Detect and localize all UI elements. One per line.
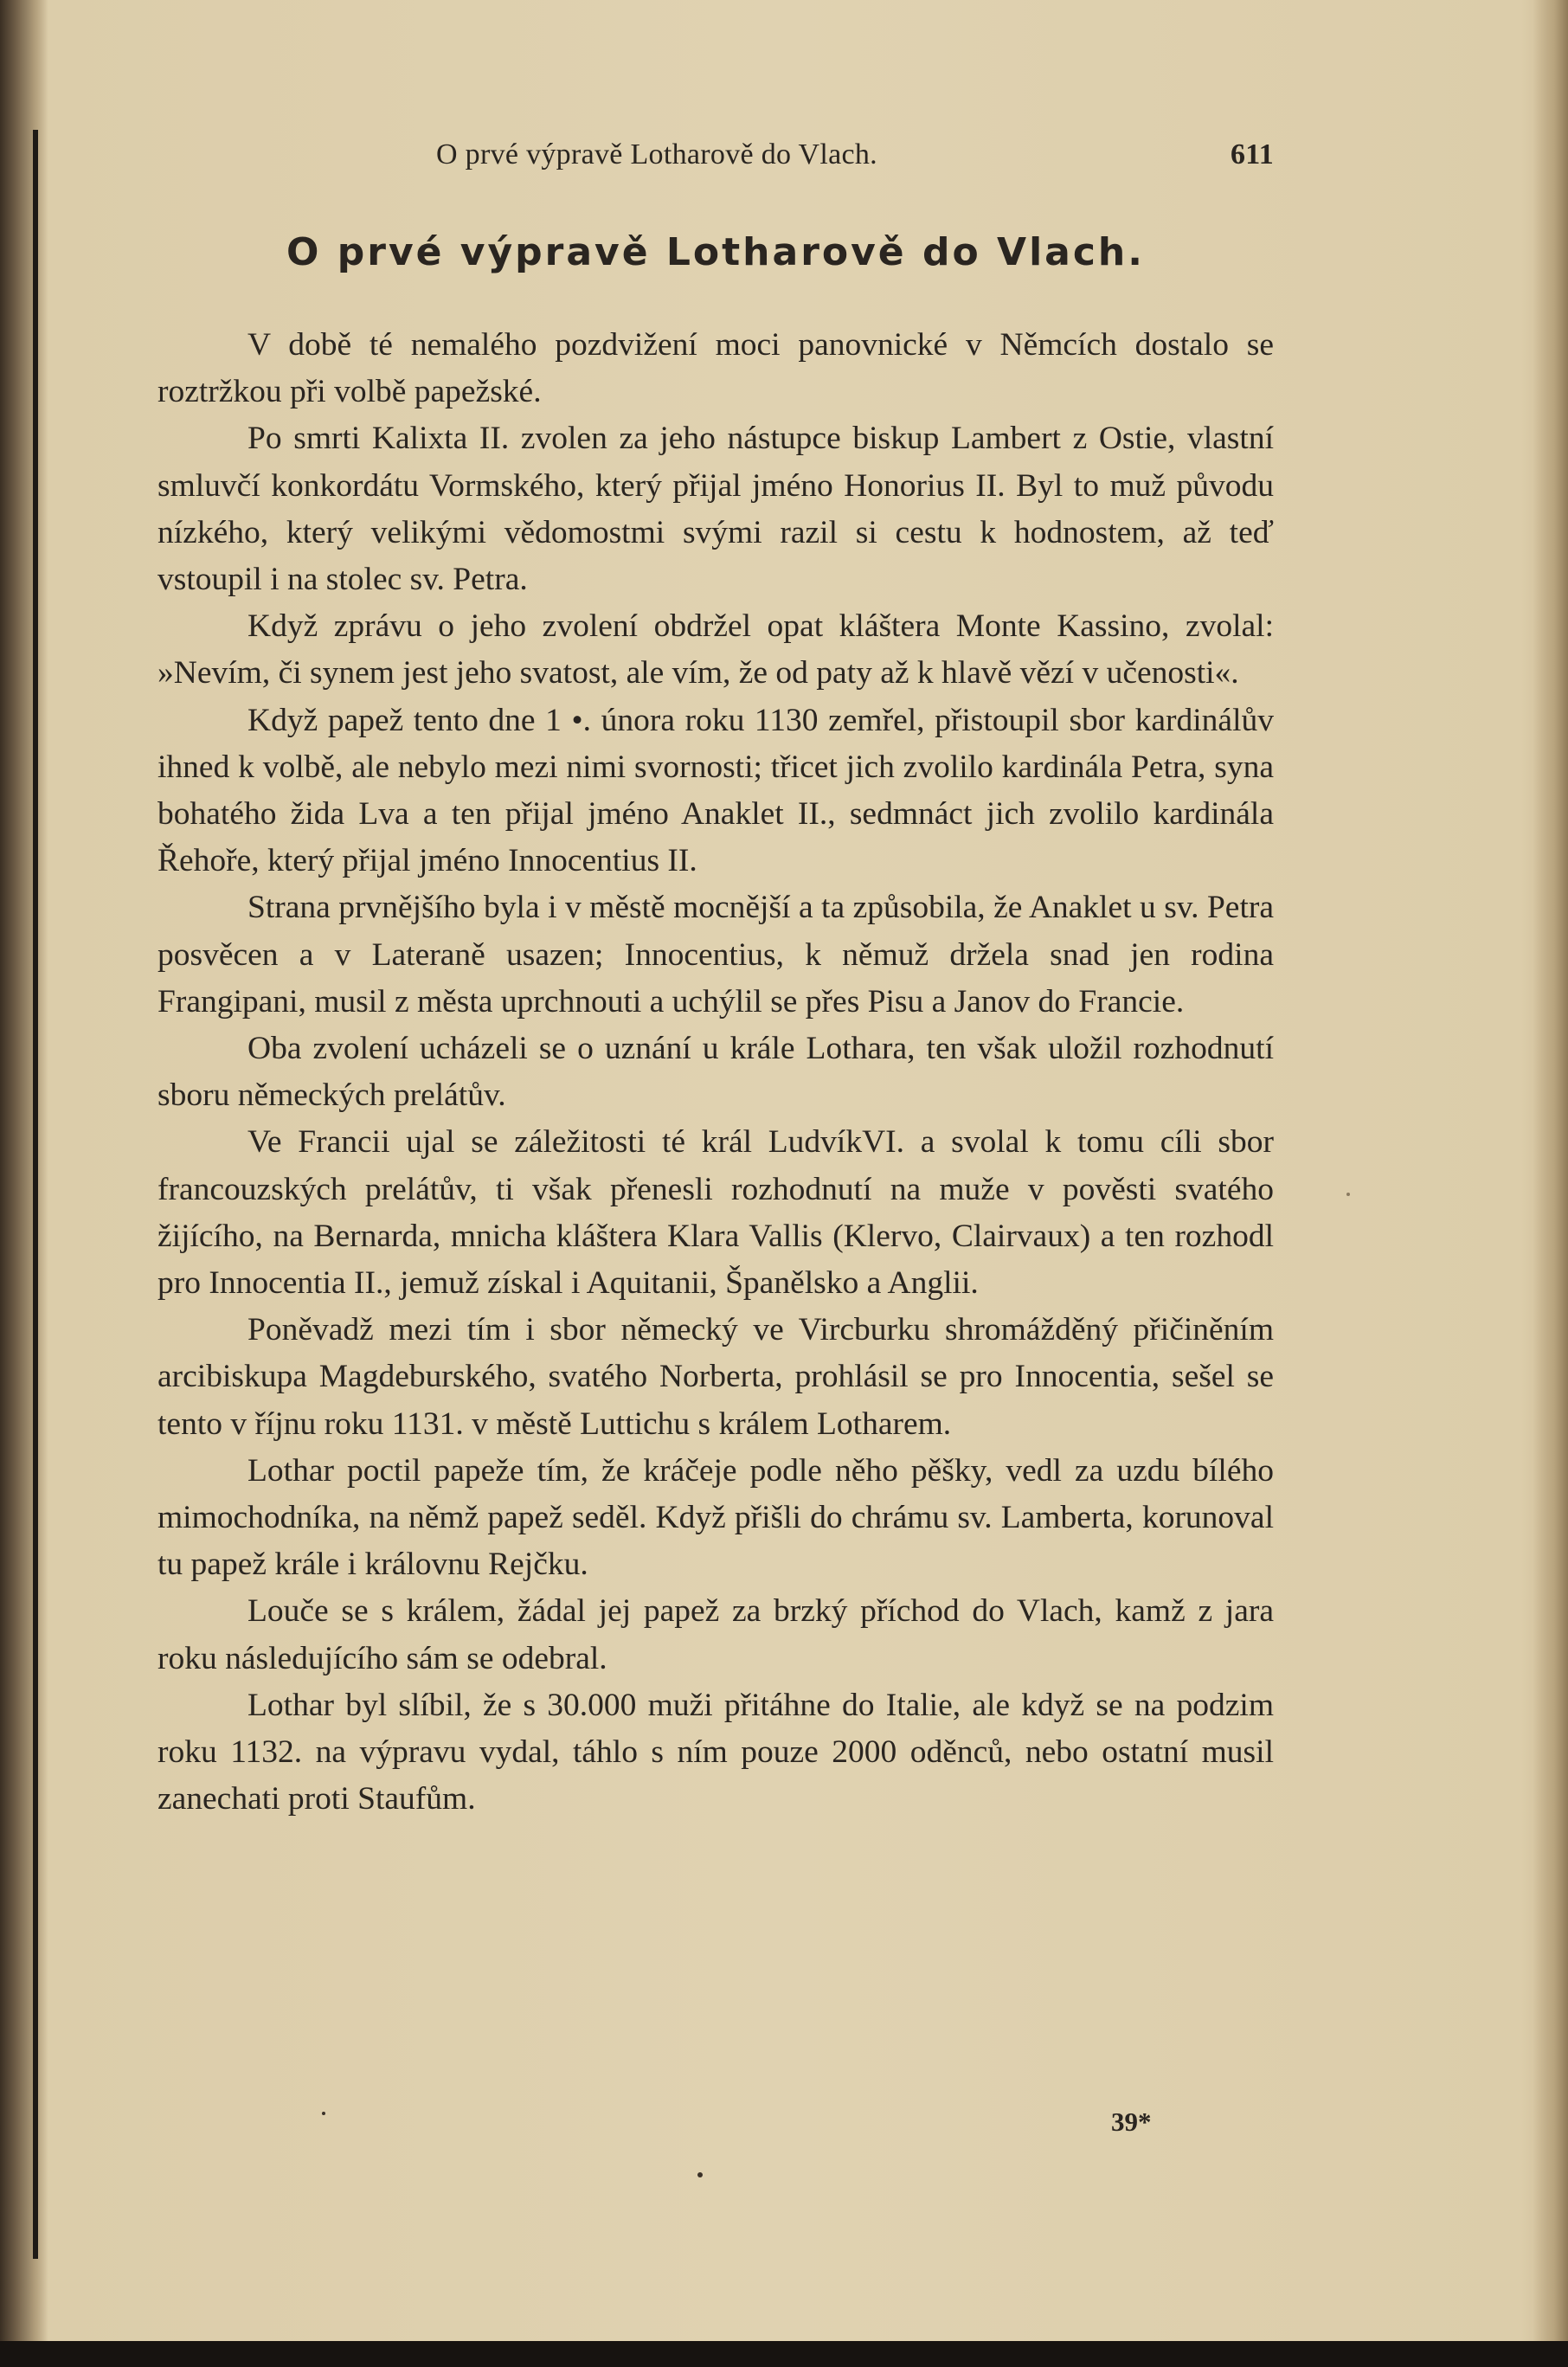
scan-bottom-edge bbox=[0, 2341, 1568, 2367]
paragraph: Když zprávu o jeho zvolení obdržel opat kláštera Monte Kassino, zvolal: »Nevím, či synem jest jeho svatost, ale vím, že od paty až k hlavě vězí v učenosti«. bbox=[157, 608, 1274, 691]
running-title: O prvé výpravě Lotharově do Vlach. bbox=[436, 138, 877, 170]
paragraph: Lothar byl slíbil, že s 30.000 muži přitáhne do Italie, ale když se na podzim roku 1132. na výpravu vydal, táhlo s ním pouze 2000 oděnců, nebo ostatní musil zanechati proti Staufům. bbox=[157, 1687, 1274, 1817]
signature-mark: 39* bbox=[1111, 2107, 1152, 2137]
speck-dot bbox=[322, 2112, 325, 2115]
paragraph: Lothar poctil papeže tím, že kráčeje podle něho pěšky, vedl za uzdu bílého mimochodníka, na němž papež seděl. Když přišli do chrámu sv. Lamberta, korunoval tu papež krále i královnu Rejčku. bbox=[157, 1452, 1274, 1583]
body-text bbox=[157, 322, 1274, 1823]
chapter-title: O prvé výpravě Lotharově do Vlach. bbox=[286, 230, 1145, 274]
paragraph: Po smrti Kalixta II. zvolen za jeho nástupce biskup Lambert z Ostie, vlastní smluvčí konkordátu Vormského, který přijal jméno Honorius II. Byl to muž původu nízkého, který velikými vědomostmi svými razil si cestu k hodnostem, až teď vstoupil i na stolec sv. Petra. bbox=[157, 421, 1274, 598]
running-header bbox=[157, 138, 1274, 182]
page-spine-shadow bbox=[0, 0, 48, 2367]
paragraph: Poněvadž mezi tím i sbor německý ve Vircburku shromážděný přičiněním arcibiskupa Magdeburského, svatého Norberta, prohlásil se pro Innocentia, sešel se tento v říjnu roku 1131. v městě Luttichu s králem Lotharem. bbox=[157, 1312, 1274, 1442]
paragraph: Strana prvnějšího byla i v městě mocnější a ta způsobila, že Anaklet u sv. Petra posvěcen a v Lateraně usazen; Innocentius, k němuž držela snad jen rodina Frangipani, musil z města uprchnouti a uchýlil se přes Pisu a Janov do Francie. bbox=[157, 890, 1274, 1019]
paragraph: V době té nemalého pozdvižení moci panovnické v Němcích dostalo se roztržkou při volbě papežské. bbox=[157, 327, 1274, 410]
page-right-edge bbox=[1533, 0, 1568, 2367]
paragraph: Když papež tento dne 1 •. února roku 1130 zemřel, přistoupil sbor kardinálův ihned k volbě, ale nebylo mezi nimi svornosti; třicet jich zvolilo kardinála Petra, syna bohatého žida Lva a ten přijal jméno Anaklet II., sedmnáct jich zvolilo kardinála Řehoře, který přijal jméno Innocentius II. bbox=[157, 702, 1274, 879]
page-number: 611 bbox=[1230, 138, 1274, 170]
paragraph: Ve Francii ujal se záležitosti té král LudvíkVI. a svolal k tomu cíli sbor francouzských prelátův, ti však přenesli rozhodnutí na muže v pověsti svatého žijícího, na Bernarda, mnicha kláštera Klara Vallis (Klervo, Clairvaux) a ten rozhodl pro Innocentia II., jemuž získal i Aquitanii, Španělsko a Anglii. bbox=[157, 1124, 1274, 1302]
speck-dot bbox=[697, 2172, 703, 2177]
speck-dot bbox=[1346, 1193, 1350, 1196]
binding-edge-line bbox=[33, 130, 38, 2259]
paragraph: Oba zvolení ucházeli se o uznání u krále Lothara, ten však uložil rozhodnutí sboru německých prelátův. bbox=[157, 1031, 1274, 1114]
paragraph: Louče se s králem, žádal jej papež za brzký příchod do Vlach, kamž z jara roku následujícího sám se odebral. bbox=[157, 1593, 1274, 1676]
